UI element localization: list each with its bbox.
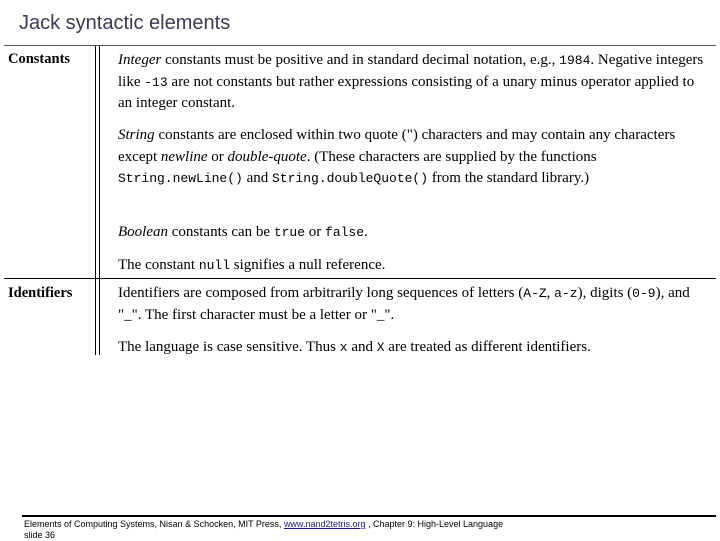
row-label-identifiers: Identifiers	[8, 285, 73, 301]
constants-integer-paragraph: Integer constants must be positive and in standard decimal notation, e.g., 1984. Negative integers like -13 are not constants but rather expressions consisting of a unary minus operator applied to an integer constant.	[118, 52, 704, 111]
identifiers-composition-paragraph: Identifiers are composed from arbitrarily long sequences of letters (A-Z, a-z), digits (0-9), and "_". The first character must be a letter or "_".	[118, 285, 690, 323]
footer-link[interactable]: www.nand2tetris.org	[283, 519, 366, 529]
slide-title: Jack syntactic elements	[19, 12, 231, 34]
row-label-constants: Constants	[8, 51, 71, 67]
table-column-divider-left	[95, 46, 96, 355]
footer-citation: Elements of Computing Systems, Nisan & Schocken, MIT Press, www.nand2tetris.org , Chapter 9: High-Level Language	[24, 519, 504, 529]
constants-null-paragraph: The constant null signifies a null reference.	[118, 257, 386, 273]
footer-rule	[22, 515, 716, 517]
footer	[24, 519, 503, 541]
constants-string-paragraph: String constants are enclosed within two quote (") characters and may contain any characters except newline or double-quote. (These characters are supplied by the functions String.newLine() and String.doubleQuote() from the standard library.)	[118, 127, 676, 186]
constants-boolean-paragraph: Boolean constants can be true or false.	[118, 224, 368, 240]
table-column-divider-right	[99, 46, 100, 355]
table-top-rule	[4, 45, 716, 46]
slide-number: slide 36	[24, 530, 56, 540]
table-row-divider	[4, 278, 716, 279]
identifiers-case-paragraph: The language is case sensitive. Thus x and X are treated as different identifiers.	[118, 339, 591, 355]
